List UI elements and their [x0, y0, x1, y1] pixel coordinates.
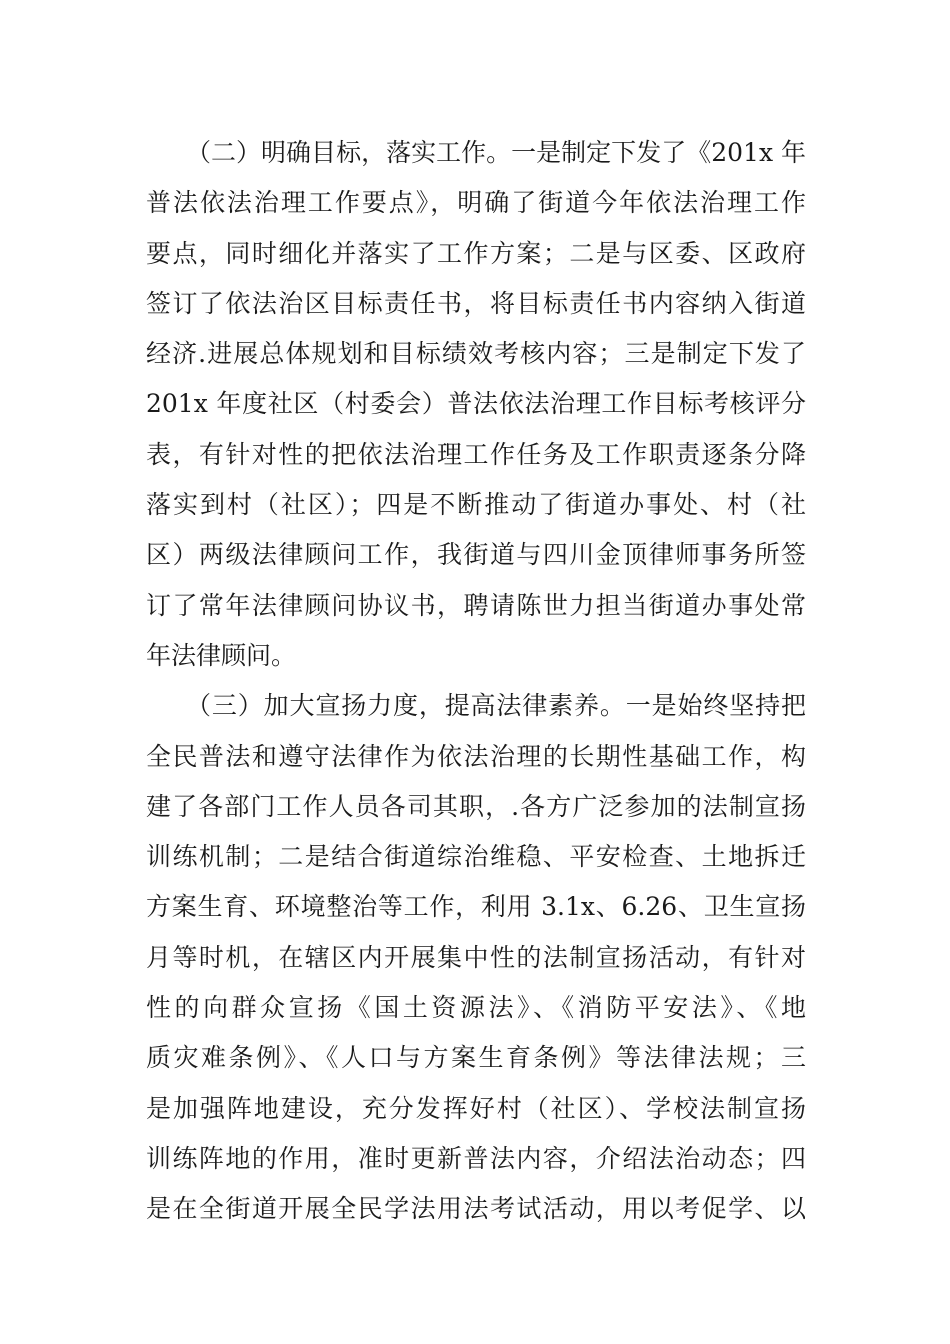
text-line: 201x 年度社区（村委会）普法依法治理工作目标考核评分: [146, 389, 806, 419]
text-line: 是加强阵地建设，充分发挥好村（社区）、学校法制宣扬: [146, 1093, 806, 1123]
text-line: 建了各部门工作人员各司其职，.各方广泛参加的法制宣扬: [146, 791, 806, 821]
text-line: （二）明确目标，落实工作。一是制定下发了《201x 年: [186, 138, 806, 167]
paragraph-section-2: [146, 128, 806, 681]
text-line: 年法律顾问。: [146, 640, 297, 670]
text-line: 订了常年法律顾问协议书，聘请陈世力担当街道办事处常: [146, 590, 806, 620]
text-line: 性的向群众宣扬《国土资源法》、《消防平安法》、《地: [146, 993, 806, 1023]
text-line: 训练机制；二是结合街道综治维稳、平安检查、土地拆迁: [146, 842, 806, 872]
text-line: 要点，同时细化并落实了工作方案；二是与区委、区政府: [146, 238, 806, 268]
document-body: [146, 128, 806, 1235]
text-line: 质灾难条例》、《人口与方案生育条例》等法律法规；三: [146, 1043, 806, 1073]
text-line: 落实到村（社区）；四是不断推动了街道办事处、村（社: [146, 490, 806, 520]
text-line: 签订了依法治区目标责任书，将目标责任书内容纳入街道: [146, 288, 806, 318]
text-line: 是在全街道开展全民学法用法考试活动，用以考促学、以: [146, 1194, 806, 1224]
text-line: 区）两级法律顾问工作，我街道与四川金顶律师事务所签: [146, 540, 806, 570]
text-line: 方案生育、环境整治等工作，利用 3.1x、6.26、卫生宣扬: [146, 892, 806, 922]
text-line: （三）加大宣扬力度，提高法律素养。一是始终坚持把: [186, 691, 806, 721]
paragraph-section-3: [146, 681, 806, 1234]
text-line: 全民普法和遵守法律作为依法治理的长期性基础工作，构: [146, 741, 806, 771]
text-line: 普法依法治理工作要点》，明确了街道今年依法治理工作: [146, 188, 806, 218]
text-line: 训练阵地的作用，准时更新普法内容，介绍法治动态；四: [146, 1143, 806, 1173]
text-line: 经济.进展总体规划和目标绩效考核内容；三是制定下发了: [146, 339, 806, 369]
text-line: 表，有针对性的把依法治理工作任务及工作职责逐条分降: [146, 439, 806, 469]
text-line: 月等时机，在辖区内开展集中性的法制宣扬活动，有针对: [146, 942, 806, 972]
